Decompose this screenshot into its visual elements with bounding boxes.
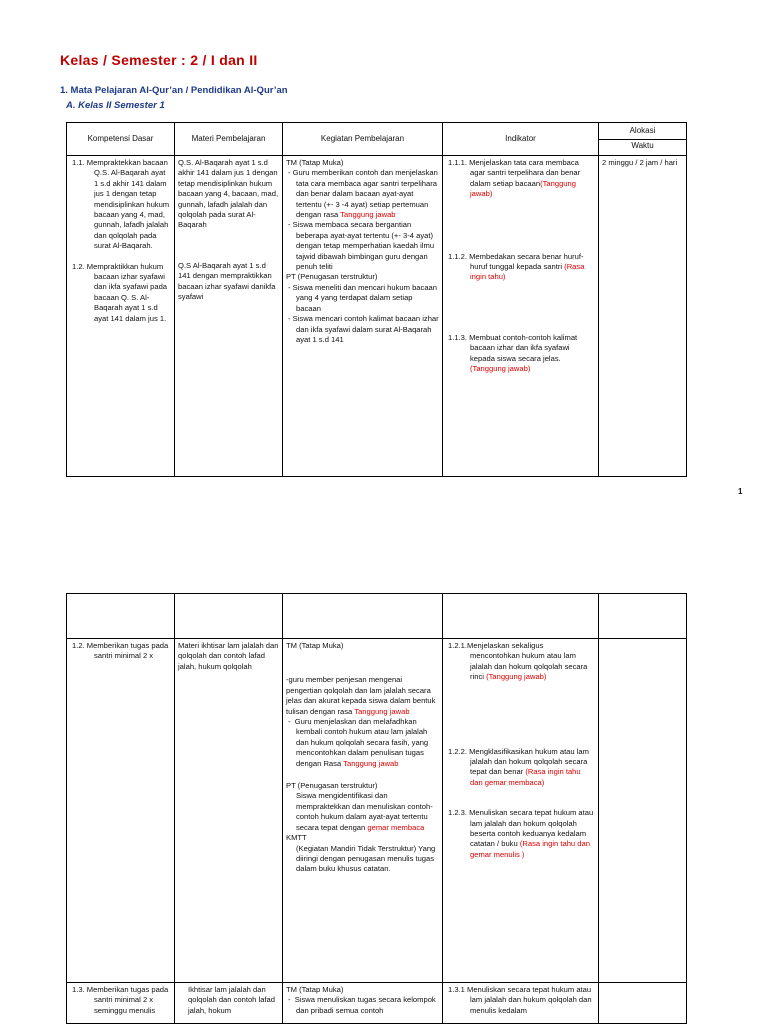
- table-row: [67, 983, 687, 1024]
- header-materi: Materi Pembelajaran: [175, 123, 283, 156]
- indikator-item: [446, 641, 595, 683]
- alokasi-cell: [599, 983, 687, 1024]
- kd-item: 1.3. Memberikan tugas pada santri minimal 2 x seminggu menulis: [72, 985, 169, 1015]
- indikator-text: 1.1.3. Membuat contoh-contoh kalimat bacaan izhar dan ikfa syafawi kepada siswa secara jelas.: [448, 332, 578, 363]
- kd-item: 1.2. Mempraktikkan hukum bacaan izhar syafawi dan ikfa syafawi pada bacaan Q. S. Al-Baqarah ayat 1 s.d ayat 141 dalam jus 1.: [72, 261, 168, 323]
- header-waktu-label: Waktu: [599, 139, 686, 151]
- kegiatan-text: Siswa membaca secara bergantian beberapa ayat-ayat tertentu (+- 3-4 ayat) dengan tetap memperhatian kaedah ilmu tajwid dibawah bimbingan guru dengan penuh teliti: [292, 220, 435, 272]
- kegiatan-value: gemar membaca: [367, 822, 425, 832]
- kegiatan-cell: [283, 156, 443, 477]
- kegiatan-text: Siswa menuliskan tugas secara kelompok dan pribadi semua contoh: [294, 995, 436, 1015]
- kegiatan-text: Guru memberikan contoh dan menjelaskan tata cara membaca agar santri terpelihara dan benar dalam bacaan ayat-ayat tertentu (+- 3 -4 ayat) setiap pertemuan dengan rasa: [292, 168, 438, 220]
- kegiatan-item: - Siswa membaca secara bergantian beberapa ayat-ayat tertentu (+- 3-4 ayat) dengan tetap memperhatian kaedah ilmu tajwid dibawah bimbingan guru dengan penuh teliti: [288, 220, 435, 272]
- kegiatan-value: Tanggung jawab: [343, 758, 399, 768]
- header-alokasi-label: Alokasi: [629, 126, 656, 135]
- kegiatan-value: Tanggung jawab: [354, 706, 410, 716]
- kegiatan-item: - Guru menjelaskan dan melafadhkan kembali contoh hukum atau lam jalalah dan hukum qolqolah secara fasih, yang mencontohkan dalam penulisan tugas dengan Rasa Tanggung jawab: [288, 717, 429, 768]
- table-header-row: [67, 123, 687, 156]
- indikator-text: 1.2.2. Mengklasifikasikan hukum atau lam jalalah dan hokum qolqolah secara tepat dan benar: [448, 746, 589, 777]
- kegiatan-text: Siswa mengidentifikasi dan mempraktekkan dan menuliskan contoh-contoh hukum dalam ayat-ayat tertentu secara tepat dengan: [296, 791, 433, 832]
- kegiatan-tm-label: TM (Tatap Muka): [286, 158, 344, 167]
- materi-item: Q.S Al-Baqarah ayat 1 s.d 141 dengan mempraktikkan bacaan izhar syafawi danikfa syafawi: [178, 260, 276, 302]
- table-row: [67, 639, 687, 983]
- kegiatan-text: -guru member penjesan mengenai pengertian qolqolah dan lam jalalah secara jelas dan akurat kepada siswa dalam bentuk tulisan dengan rasa: [286, 675, 436, 716]
- kegiatan-pt-label: PT (Penugasan terstruktur): [286, 781, 378, 791]
- indikator-cell: [443, 983, 599, 1024]
- syllabus-table-2: [66, 593, 687, 1024]
- indikator-value: (Tanggung jawab): [470, 178, 576, 199]
- kegiatan-cell: [283, 639, 443, 983]
- indikator-item: [446, 747, 595, 789]
- kegiatan-item: - Siswa mencari contoh kalimat bacaan izhar dan ikfa syafawi dalam surat Al-Baqarah ayat 1 s.d 141: [288, 314, 439, 344]
- indikator-item: [446, 808, 595, 860]
- kegiatan-value: Tanggung jawab: [340, 210, 396, 220]
- section-heading: A. Kelas II Semester 1: [66, 100, 165, 111]
- indikator-value: (Tanggung jawab): [470, 364, 531, 374]
- kegiatan-item: - Siswa meneliti dan mencari hukum bacaan yang 4 yang terdapat dalam setiap bacaan: [288, 282, 437, 313]
- kegiatan-pt-label: PT (Penugasan terstruktur): [286, 272, 378, 282]
- kd-cell: [67, 639, 175, 983]
- materi-item: Ikhtisar lam jalalah dan qolqolah dan contoh lafad jalah, hokum: [188, 985, 275, 1015]
- materi-cell: [175, 983, 283, 1024]
- kegiatan-kmtt-label: KMTT: [286, 833, 307, 843]
- indikator-item: 1.3.1 Menuliskan secara tepat hukum atau lam jalalah dan hukum qolqolah dan menulis kedalam: [448, 985, 592, 1015]
- header-kegiatan: Kegiatan Pembelajaran: [283, 123, 443, 156]
- kd-cell: [67, 156, 175, 477]
- indikator-item: [446, 158, 595, 200]
- materi-item: Q.S. Al-Baqarah ayat 1 s.d akhir 141 dalam jus 1 dengan tetap mendisiplinkan hukum bacaan yang 4, bacaan, mad, gunnah, lafadh jalalah dan qolqolah pada surat Al-Baqarah: [178, 158, 279, 230]
- header-alokasi: [599, 123, 687, 156]
- empty-header-cell: [175, 594, 283, 639]
- empty-header-cell: [67, 594, 175, 639]
- indikator-value: (Rasa ingin tahu dan gemar membaca): [470, 767, 581, 787]
- kegiatan-text: Siswa meneliti dan mencari hukum bacaan yang 4 yang terdapat dalam setiap bacaan: [292, 282, 437, 313]
- materi-cell: [175, 156, 283, 477]
- kegiatan-item: [286, 675, 439, 717]
- empty-header-cell: [443, 594, 599, 639]
- indikator-value: (Rasa ingin tahu dan gemar menulis ): [470, 839, 590, 859]
- indikator-text: 1.2.3. Menuliskan secara tepat hukum atau lam jalalah dan hokum qolqolah beserta contoh keduanya kedalam catatan / buku: [448, 808, 594, 849]
- indikator-text: 1.2.1.Menjelaskan sekaligus mencontohkan hukum atau lam jalalah dan hokum qolqolah secara rinci: [448, 641, 588, 682]
- alokasi-cell: [599, 639, 687, 983]
- table-row: [67, 156, 687, 477]
- kegiatan-item: (Kegiatan Mandiri Tidak Terstruktur) Yang diiringi dengan penugasan menulis tugas dalam buku khusus catatan.: [296, 843, 436, 874]
- kegiatan-tm-label: TM (Tatap Muka): [286, 641, 344, 650]
- kegiatan-text: Siswa mencari contoh kalimat bacaan izhar dan ikfa syafawi dalam surat Al-Baqarah ayat 1 s.d 141: [292, 314, 439, 344]
- indikator-cell: [443, 639, 599, 983]
- kegiatan-cell: [283, 983, 443, 1024]
- indikator-text: 1.1.1. Menjelaskan tata cara membaca agar santri terpelihara dan benar dalam setiap bacaan: [448, 158, 581, 188]
- alokasi-cell: 2 minggu / 2 jam / hari: [599, 156, 687, 477]
- syllabus-table-1: [66, 122, 687, 477]
- indikator-value: (Tanggung jawab): [486, 672, 547, 682]
- kegiatan-tm-label: TM (Tatap Muka): [286, 985, 344, 994]
- indikator-cell: [443, 156, 599, 477]
- page-number: 1: [738, 487, 743, 496]
- header-kompetensi-dasar: Kompetensi Dasar: [67, 123, 175, 156]
- kegiatan-item: [286, 791, 439, 833]
- table-header-row: [67, 594, 687, 639]
- indikator-item: [446, 333, 595, 375]
- materi-cell: Materi ikhtisar lam jalalah dan qolqolah dan contoh lafad jalah, hukum qolqolah: [175, 639, 283, 983]
- indikator-value: (Rasa ingin tahu): [470, 262, 585, 282]
- subject-heading: 1. Mata Pelajaran Al-Qur’an / Pendidikan Al-Qur’an: [60, 85, 288, 96]
- indikator-item: [446, 252, 595, 283]
- kegiatan-item: - Siswa menuliskan tugas secara kelompok dan pribadi semua contoh: [288, 995, 436, 1015]
- indikator-text: 1.1.2. Membedakan secara benar huruf-huruf tunggal kepada santri: [448, 251, 584, 272]
- kd-item: 1.1. Mempraktekkan bacaan Q.S. Al-Baqarah ayat 1 s.d akhir 141 dalam jus 1 dengan tetap mendisiplinkan hukum bacaan yang 4, mad, gunnah, lafadh jalalah dan qolqolah pada surat Al-Baqarah.: [72, 158, 170, 251]
- kegiatan-text: Guru menjelaskan dan melafadhkan kembali contoh hukum atau lam jalalah dan hukum qolqolah secara fasih, yang mencontohkan dalam penulisan tugas dengan Rasa: [294, 717, 429, 768]
- kegiatan-item: - Guru memberikan contoh dan menjelaskan tata cara membaca agar santri terpelihara dan benar dalam bacaan ayat-ayat tertentu (+- 3 -4 ayat) setiap pertemuan dengan rasa Tanggung jawab: [288, 168, 438, 220]
- header-indikator: Indikator: [443, 123, 599, 156]
- empty-header-cell: [283, 594, 443, 639]
- empty-header-cell: [599, 594, 687, 639]
- kd-cell: [67, 983, 175, 1024]
- kd-item: 1.2. Memberikan tugas pada santri minimal 2 x: [72, 641, 169, 661]
- page-title: Kelas / Semester : 2 / I dan II: [60, 52, 258, 68]
